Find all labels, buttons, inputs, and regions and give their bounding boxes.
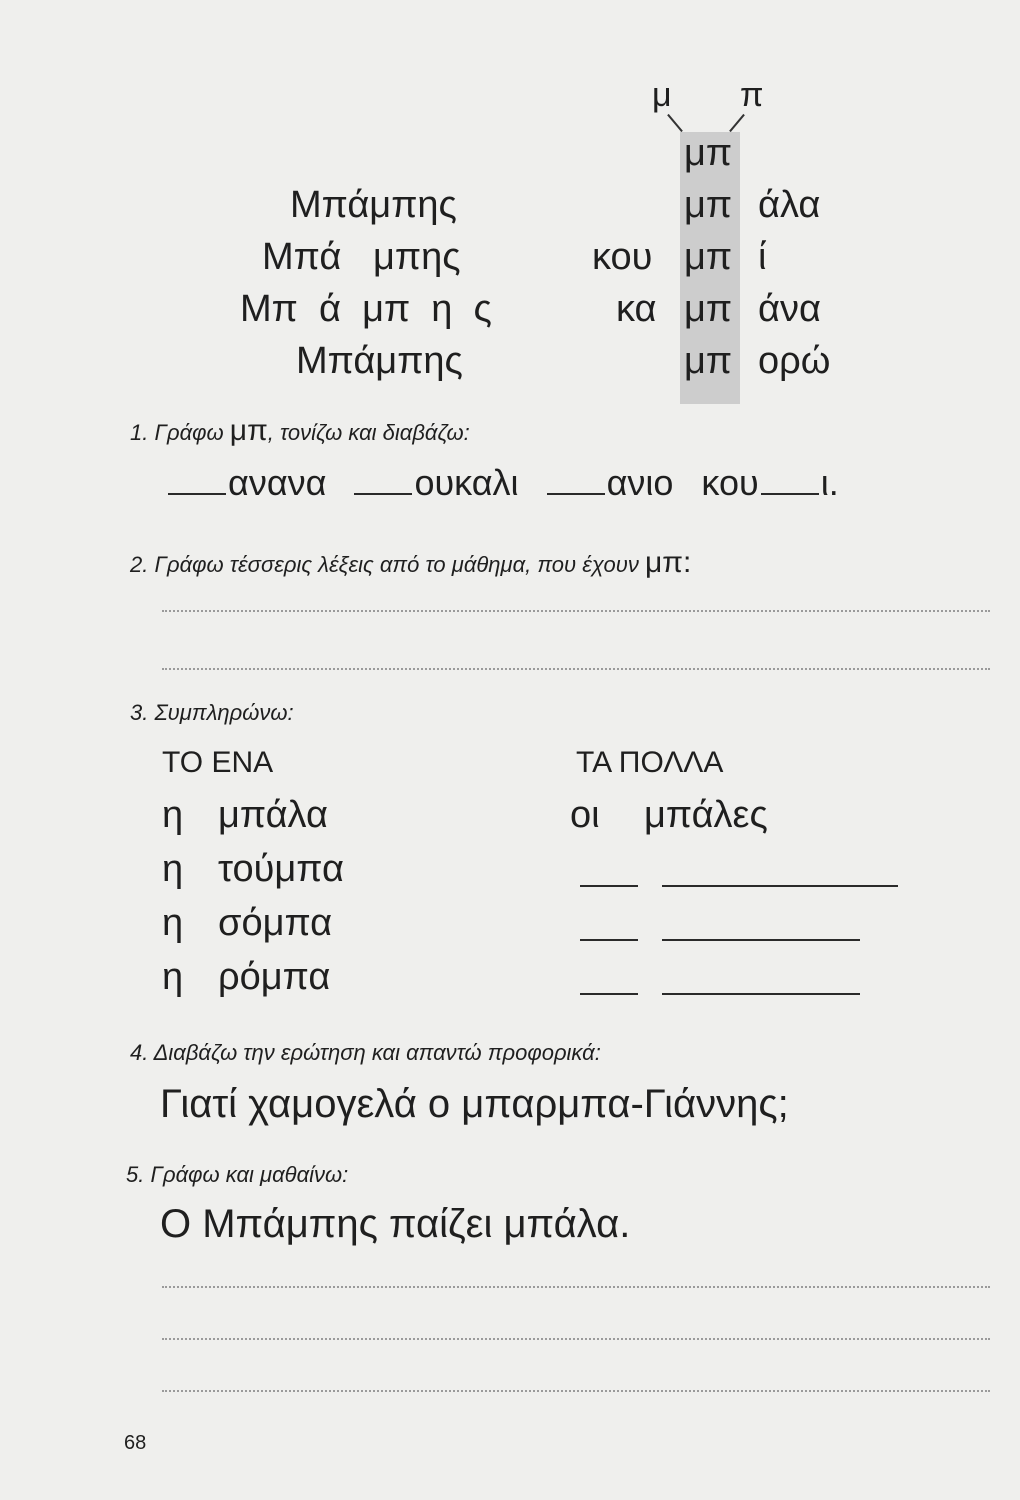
mp-row-2: μπ	[684, 236, 733, 278]
ex3-row-2-word: τούμπα	[218, 848, 344, 890]
page-number: 68	[124, 1432, 147, 1454]
ex4-instruction	[130, 1040, 601, 1066]
ex3-row-1-plural-article: οι	[570, 794, 600, 836]
ex1-word-3: ανιο	[606, 462, 674, 503]
mp-row-3: μπ	[684, 288, 733, 330]
ex5-writing-line-2[interactable]	[162, 1338, 990, 1340]
ex5-sentence: Ο Μπάμπης παίζει μπάλα.	[160, 1202, 631, 1246]
ex2-writing-line-2[interactable]	[162, 668, 990, 670]
mp-row-4: μπ	[684, 340, 733, 382]
ex3-row-2-blank[interactable]	[578, 874, 900, 892]
suffix-3: άνα	[758, 288, 821, 330]
ex1-word-5: ι.	[820, 462, 839, 503]
ex3-text: Συμπληρώνω:	[154, 700, 294, 725]
blank[interactable]	[354, 493, 412, 495]
blank[interactable]	[547, 493, 605, 495]
ex3-row-1-plural: μπάλες	[644, 794, 768, 836]
col2-header: ΤΑ ΠΟΛΛΑ	[576, 746, 724, 779]
mp-row-1: μπ	[684, 184, 733, 226]
slash-left	[667, 114, 683, 132]
ex3-instruction	[130, 700, 294, 726]
ex3-row-3-blank[interactable]	[578, 928, 862, 946]
ex3-row-2-article: η	[162, 848, 184, 890]
prefix-ka: κα	[616, 288, 657, 330]
ex4-text: Διαβάζω την ερώτηση και απαντώ προφορικά:	[153, 1040, 601, 1065]
blank[interactable]	[761, 493, 819, 495]
ex1-word-2: ουκαλι	[414, 462, 519, 503]
ex2-text: Γράφω τέσσερις λέξεις από το μάθημα, που έχουν	[154, 552, 639, 577]
prefix-kou: κου	[592, 236, 653, 278]
ex5-text: Γράφω και μαθαίνω:	[150, 1162, 349, 1187]
mp-combined: μπ	[684, 132, 733, 174]
col1-header: ΤΟ ΕΝΑ	[162, 746, 274, 779]
ex1-word-4: κου	[701, 462, 759, 503]
ex2-number: 2.	[130, 552, 149, 577]
ex3-number: 3.	[130, 700, 149, 725]
letter-m: μ	[652, 76, 672, 114]
ex5-number: 5.	[126, 1162, 145, 1187]
ex2-mp: μπ:	[644, 546, 692, 579]
left-word-4: Μπάμπης	[296, 340, 463, 382]
ex2-instruction	[130, 546, 691, 580]
ex4-question: Γιατί χαμογελά ο μπαρμπα-Γιάννης;	[160, 1082, 789, 1126]
ex3-row-3-article: η	[162, 902, 184, 944]
ex2-writing-line-1[interactable]	[162, 610, 990, 612]
ex5-writing-line-1[interactable]	[162, 1286, 990, 1288]
suffix-1: άλα	[758, 184, 821, 226]
ex5-writing-line-3[interactable]	[162, 1390, 990, 1392]
ex4-number: 4.	[130, 1040, 149, 1065]
ex1-mp: μπ	[229, 414, 268, 447]
ex1-instruction	[130, 414, 470, 448]
suffix-2: ί	[758, 236, 767, 278]
ex1-words	[166, 462, 839, 504]
letter-p: π	[740, 76, 764, 114]
left-word-1: Μπάμπης	[290, 184, 457, 226]
ex1-number: 1.	[130, 420, 149, 445]
left-word-2: Μπά μπης	[262, 236, 461, 278]
left-word-3: Μπ ά μπ η ς	[240, 288, 492, 330]
ex5-instruction	[126, 1162, 348, 1188]
ex3-row-1-article: η	[162, 794, 184, 836]
ex3-row-4-article: η	[162, 956, 184, 998]
ex3-row-4-blank[interactable]	[578, 982, 862, 1000]
slash-right	[729, 114, 745, 132]
ex1-text: Γράφω	[154, 420, 224, 445]
ex3-row-3-word: σόμπα	[218, 902, 333, 944]
ex3-row-4-word: ρόμπα	[218, 956, 331, 998]
ex3-row-1-word: μπάλα	[218, 794, 328, 836]
ex1-word-1: ανανα	[228, 462, 327, 503]
blank[interactable]	[168, 493, 226, 495]
suffix-4: ορώ	[758, 340, 831, 382]
ex1-text-after: , τονίζω και διαβάζω:	[267, 420, 470, 445]
